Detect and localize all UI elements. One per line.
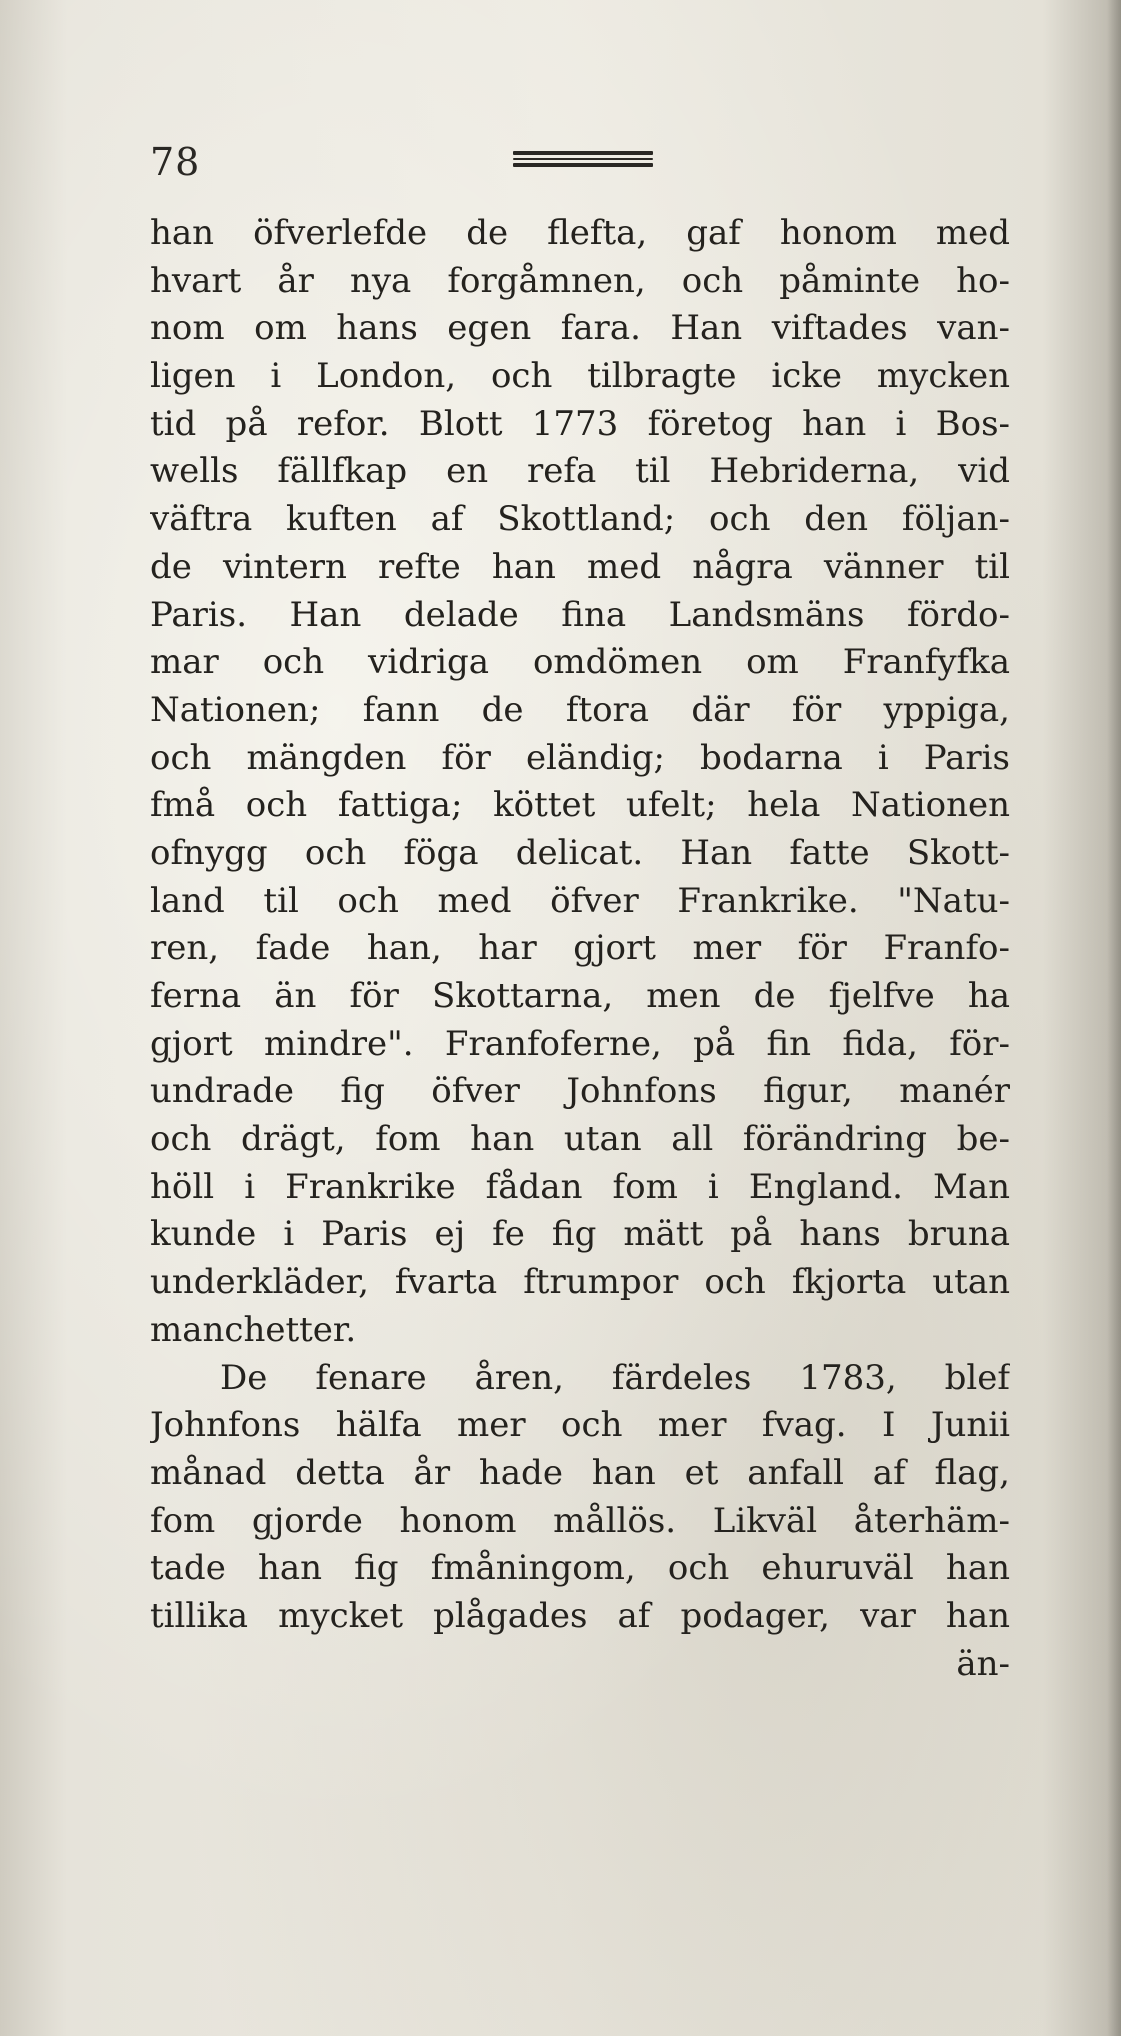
text-line: ligen i London, och tilbragte icke mycken [150,356,1010,397]
text-line: och mängden för eländig; bodarna i Paris [150,737,1010,778]
text-line: Nationen; fann de ftora där för yppiga, [150,689,1010,730]
text-line: och drägt, fom han utan all förändring be- [150,1119,1010,1160]
text-line: nom om hans egen fara. Han viftades van- [150,308,1010,349]
text-line: De fenare åren, färdeles 1783, blef [220,1357,1010,1398]
text-line: hvart år nya forgåmnen, och påminte ho- [150,260,1010,301]
text-line: Johnfons hälfa mer och mer fvag. I Junii [150,1405,1010,1446]
text-line: mar och vidriga omdömen om Franfyfka [150,642,1010,683]
text-line: tillika mycket plågades af podager, var han [150,1595,1010,1636]
text-line: månad detta år hade han et anfall af flag, [150,1452,1010,1493]
text-line: tid på refor. Blott 1773 företog han i Bos- [150,403,1010,444]
text-line: höll i Frankrike fådan fom i England. Man [150,1166,1010,1207]
text-line: underkläder, fvarta ftrumpor och fkjorta utan [150,1262,1010,1303]
catchword: än- [956,1643,1010,1684]
text-line: tade han fig fmåningom, och ehuruväl han [150,1548,1010,1589]
text-line: kunde i Paris ej fe fig mätt på hans bruna [150,1214,1010,1255]
text-line: fmå och fattiga; köttet ufelt; hela Nationen [150,785,1010,826]
text-line: manchetter. [150,1309,357,1350]
body-text [150,210,1010,1688]
page-number: 78 [150,140,201,184]
text-line: ren, fade han, har gjort mer för Franfo- [150,928,1010,969]
text-line: fom gjorde honom mållös. Likväl återhäm- [150,1500,1010,1541]
text-line: han öfverlefde de flefta, gaf honom med [150,213,1010,253]
text-line: gjort mindre". Franfoferne, på fin fida, för- [150,1023,1010,1064]
text-line: undrade fig öfver Johnfons figur, manér [150,1071,1010,1112]
text-line: de vintern refte han med några vänner til [150,546,1010,587]
text-line: land til och med öfver Frankrike. "Natu- [150,880,1010,921]
text-line: Paris. Han delade fina Landsmäns fördo- [150,594,1010,635]
text-line: ferna än för Skottarna, men de fjelfve ha [150,976,1010,1016]
header-rule-ornament [513,151,653,173]
page-edge-shadow [1107,0,1121,2036]
text-line: ofnygg och föga delicat. Han fatte Skott- [150,832,1010,873]
text-line: väftra kuften af Skottland; och den följan- [150,499,1010,540]
text-line: wells fällfkap en refa til Hebriderna, vid [150,451,1010,492]
